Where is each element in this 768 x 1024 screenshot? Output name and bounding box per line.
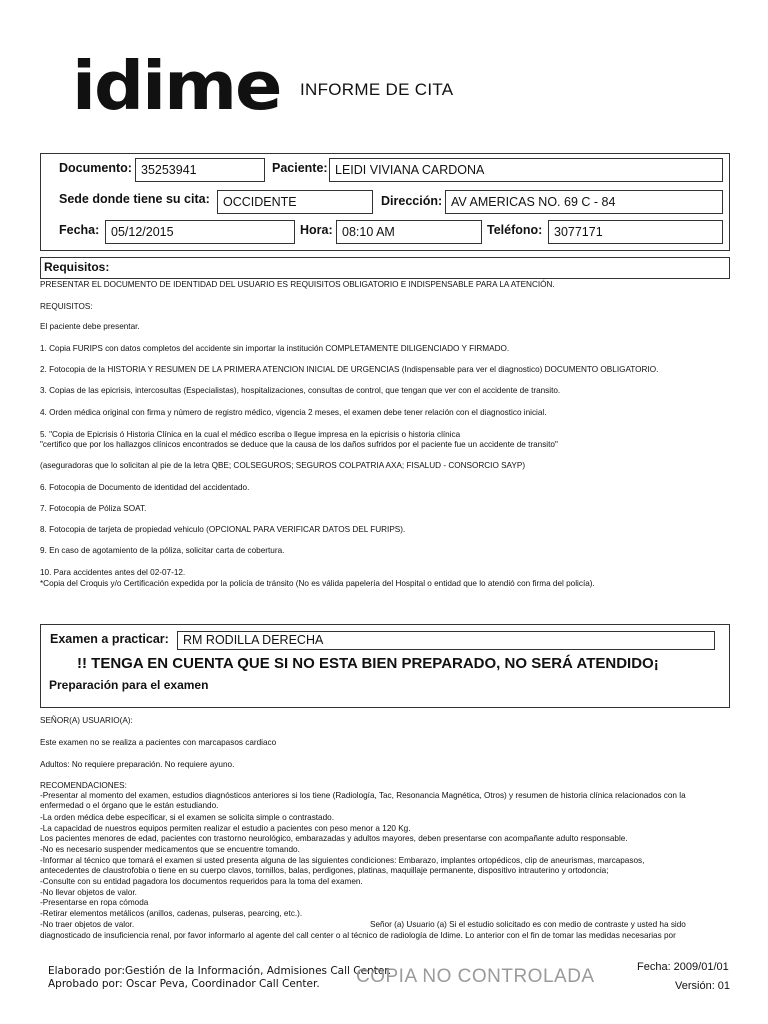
footer-fecha: Fecha: 2009/01/01 — [637, 961, 729, 973]
preparation-warning: !! TENGA EN CUENTA QUE SI NO ESTA BIEN PREPARADO, NO SERÁ ATENDIDO¡ — [77, 655, 659, 672]
recomendacion-line: RECOMENDACIONES: — [40, 781, 127, 790]
sede-label: Sede donde tiene su cita: — [59, 192, 210, 206]
fecha-field: 05/12/2015 — [105, 220, 295, 244]
req-line: 3. Copias de las epicrisis, intercosultas (Especialistas), hospitalizaciones, consultas de control, que tengan que ver con el accidente de transito. — [40, 386, 561, 395]
aprobado-por: Aprobado por: Oscar Peva, Coordinador Call Center. — [48, 978, 320, 990]
recomendacion-line: -La orden médica debe especificar, si el examen se solicita simple o contrastado. — [40, 813, 334, 822]
recomendacion-line: -No llevar objetos de valor. — [40, 888, 137, 897]
req-line: 6. Fotocopia de Documento de identidad del accidentado. — [40, 483, 250, 492]
recomendacion-line: -Consulte con su entidad pagadora los documentos requeridos para la toma del examen. — [40, 877, 363, 886]
req-line: 5. "Copia de Epicrisis ó Historia Clínica en la cual el médico escriba o llegue impresa en la epicrisis o historia clínica — [40, 430, 461, 439]
requisitos-heading: Requisitos: — [44, 260, 110, 274]
copia-no-controlada-watermark: COPIA NO CONTROLADA — [356, 966, 595, 987]
examen-field: RM RODILLA DERECHA — [177, 631, 715, 650]
requisitos-box — [40, 257, 730, 279]
req-line: 10. Para accidentes antes del 02-07-12. — [40, 568, 186, 577]
elaborado-por: Elaborado por:Gestión de la Información, Admisiones Call Center. — [48, 965, 391, 977]
req-line: PRESENTAR EL DOCUMENTO DE IDENTIDAD DEL USUARIO ES REQUISITOS OBLIGATORIO E INDISPENSABLE PARA LA ATENCIÓN. — [40, 280, 555, 289]
idime-logo: idime — [72, 47, 281, 125]
telefono-field: 3077171 — [548, 220, 723, 244]
req-line: "certifico que por los hallazgos clínicos encontrados se deduce que la causa de los daños sufridos por el paciente fue un accidente de transito" — [40, 440, 558, 449]
sede-field: OCCIDENTE — [217, 190, 373, 214]
telefono-label: Teléfono: — [487, 223, 543, 237]
recomendacion-line: -Informar al técnico que tomará el examen si usted presenta alguna de las siguientes condiciones: Embarazo, implantes ortopédicos, clip de aneurismas, marcapasos, — [40, 856, 645, 865]
req-line: 4. Orden médica original con firma y número de registro médico, vigencia 2 meses, el examen debe tener relación con el diagnostico inicial. — [40, 408, 547, 417]
recomendacion-line: -Retirar elementos metálicos (anillos, cadenas, pulseras, pearcing, etc.). — [40, 909, 303, 918]
fecha-label: Fecha: — [59, 223, 100, 237]
req-line: El paciente debe presentar. — [40, 322, 140, 331]
no-traer-text: -No traer objetos de valor. — [40, 920, 135, 929]
recomendacion-line: -No es necesario suspender medicamentos que se encuentre tomando. — [40, 845, 300, 854]
direccion-label: Dirección: — [381, 194, 443, 208]
saludo-text: SEÑOR(A) USUARIO(A): — [40, 716, 133, 725]
recomendacion-line: antecedentes de claustrofobia o tiene en su cuerpo clavos, tornillos, balas, perdigones, platinas, maquillaje permanente, dispositivo intrauterino y ortodoncia; — [40, 866, 609, 875]
recomendacion-line: -Presentar al momento del examen, estudios diagnósticos anteriores si los tiene (Radiología, Tac, Resonancia Magnética, Otros) y resumen de historia clínica relacionados con la — [40, 791, 686, 800]
recomendacion-line: Los pacientes menores de edad, pacientes con trastorno neurológico, embarazadas y adultos mayores, deben presentarse con acompañante adulto responsable. — [40, 834, 628, 843]
paciente-field: LEIDI VIVIANA CARDONA — [329, 158, 723, 182]
recomendacion-line: -Presentarse en ropa cómoda — [40, 898, 149, 907]
footer-version: Versión: 01 — [675, 980, 731, 992]
req-line: 2. Fotocopia de la HISTORIA Y RESUMEN DE LA PRIMERA ATENCION INICIAL DE URGENCIAS (Indispensable para ver el diagnostico) DOCUMENTO OBLIGATORIO. — [40, 365, 659, 374]
paciente-label: Paciente: — [272, 161, 328, 175]
req-line: 7. Fotocopia de Póliza SOAT. — [40, 504, 147, 513]
req-line: 1. Copia FURIPS con datos completos del accidente sin importar la institución COMPLETAMENTE DILIGENCIADO Y FIRMADO. — [40, 344, 510, 353]
marcapasos-text: Este examen no se realiza a pacientes con marcapasos cardiaco — [40, 738, 277, 747]
hora-field: 08:10 AM — [336, 220, 482, 244]
contraste-text: diagnosticado de insuficiencia renal, por favor informarlo al agente del call center o al técnico de radiología de Idime. Lo anterior con el fin de tomar las medidas necesarias por — [40, 931, 676, 940]
req-line: REQUISITOS: — [40, 302, 93, 311]
direccion-field: AV AMERICAS NO. 69 C - 84 — [445, 190, 723, 214]
recomendacion-line: -La capacidad de nuestros equipos permiten realizar el estudio a pacientes con peso menor a 120 Kg. — [40, 824, 411, 833]
documento-label: Documento: — [59, 161, 132, 175]
documento-field: 35253941 — [135, 158, 265, 182]
preparacion-label: Preparación para el examen — [49, 678, 209, 692]
req-line: 9. En caso de agotamiento de la póliza, solicitar carta de cobertura. — [40, 546, 285, 555]
contraste-text: Señor (a) Usuario (a) Si el estudio solicitado es con medio de contraste y usted ha sido — [370, 920, 686, 929]
recomendacion-line: enfermedad o el órgano que le están estudiando. — [40, 801, 219, 810]
hora-label: Hora: — [300, 223, 333, 237]
document-title: INFORME DE CITA — [300, 80, 454, 99]
req-line: 8. Fotocopia de tarjeta de propiedad vehiculo (OPCIONAL PARA VERIFICAR DATOS DEL FURIPS). — [40, 525, 406, 534]
adultos-text: Adultos: No requiere preparación. No requiere ayuno. — [40, 760, 235, 769]
examen-label: Examen a practicar: — [50, 632, 169, 646]
req-line: *Copia del Croquis y/o Certificación expedida por la policía de tránsito (No es válida papelería del Hospital o entidad que lo atendió con firma del policía). — [40, 579, 595, 588]
req-line: (aseguradoras que lo solicitan al pie de la letra QBE; COLSEGUROS; SEGUROS COLPATRIA AXA; FISALUD - CONSORCIO SAYP) — [40, 461, 526, 470]
